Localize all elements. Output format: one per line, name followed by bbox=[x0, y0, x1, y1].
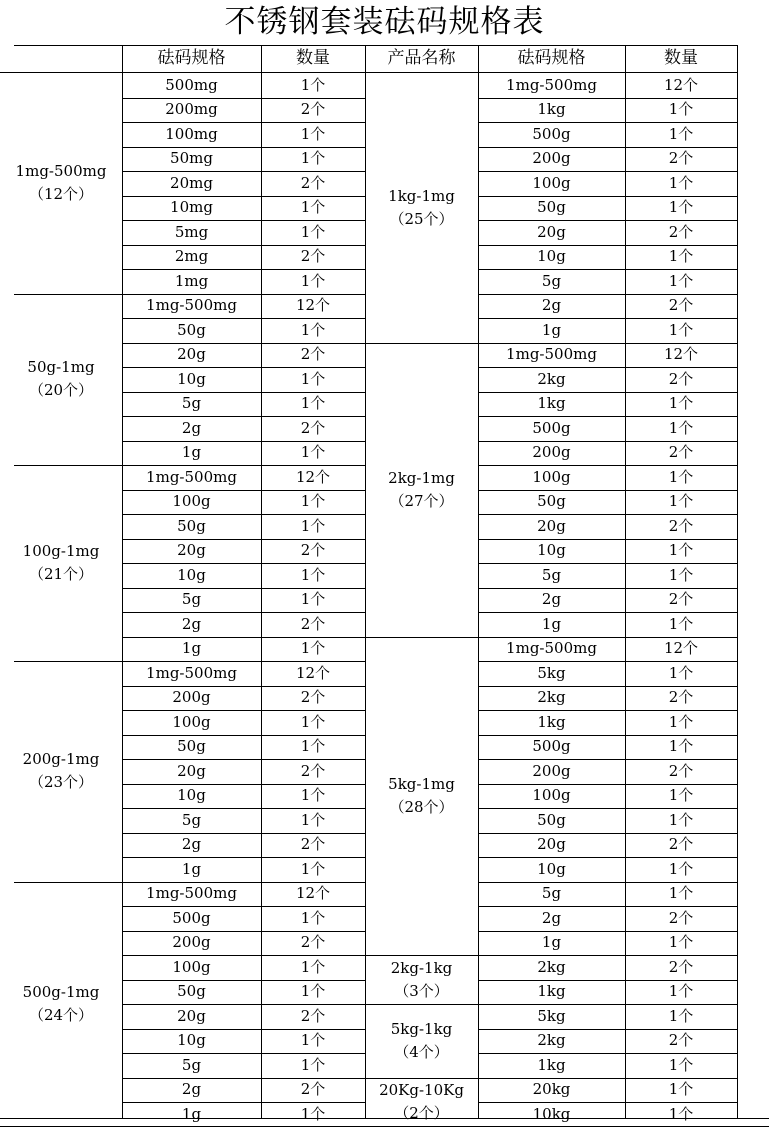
row-divider bbox=[122, 1053, 365, 1054]
right-spec-cell: 5kg bbox=[537, 1006, 566, 1025]
left-group-label-name: 100g-1mg bbox=[22, 542, 100, 560]
right-qty-cell: 1个 bbox=[668, 418, 694, 437]
right-qty-cell: 1个 bbox=[668, 394, 694, 413]
left-qty-cell: 2个 bbox=[300, 761, 326, 780]
left-spec-cell: 1g bbox=[181, 443, 202, 462]
right-qty-cell: 1个 bbox=[668, 271, 694, 290]
row-divider bbox=[122, 637, 365, 638]
right-spec-cell: 500g bbox=[532, 418, 571, 437]
row-divider bbox=[122, 759, 365, 760]
row-divider bbox=[478, 147, 737, 148]
left-spec-cell: 50g bbox=[177, 516, 206, 535]
right-spec-cell: 2g bbox=[541, 296, 562, 315]
right-spec-cell: 2kg bbox=[537, 1031, 566, 1050]
left-spec-cell: 1mg-500mg bbox=[146, 467, 237, 486]
row-divider bbox=[478, 1102, 737, 1103]
left-spec-cell: 50g bbox=[177, 737, 206, 756]
left-spec-cell: 1mg-500mg bbox=[146, 296, 237, 315]
left-spec-cell: 10mg bbox=[170, 198, 213, 217]
right-spec-cell: 10g bbox=[537, 541, 566, 560]
product-group-label-name: 5kg-1kg bbox=[390, 1019, 453, 1038]
row-divider bbox=[478, 637, 737, 638]
left-spec-cell: 5mg bbox=[174, 222, 209, 241]
left-spec-cell: 50g bbox=[177, 320, 206, 339]
right-spec-cell: 1g bbox=[541, 933, 562, 952]
left-qty-cell: 2个 bbox=[300, 835, 326, 854]
right-qty-cell: 2个 bbox=[668, 761, 694, 780]
table-right-border bbox=[737, 45, 738, 1118]
left-qty-cell: 1个 bbox=[300, 1055, 326, 1074]
left-group-label-count: （20个） bbox=[28, 381, 94, 400]
row-divider bbox=[478, 931, 737, 932]
right-spec-cell: 20kg bbox=[532, 1080, 571, 1099]
right-spec-cell: 20g bbox=[537, 516, 566, 535]
row-divider bbox=[122, 343, 365, 344]
left-qty-cell: 1个 bbox=[300, 908, 326, 927]
left-spec-cell: 5g bbox=[181, 810, 202, 829]
product-group-label-count: （2个） bbox=[394, 1104, 449, 1122]
row-divider bbox=[478, 686, 737, 687]
product-group-label-count: （27个） bbox=[389, 491, 454, 510]
left-spec-cell: 5g bbox=[181, 590, 202, 609]
right-spec-cell: 5g bbox=[541, 271, 562, 290]
row-divider bbox=[478, 980, 737, 981]
left-spec-cell: 10g bbox=[177, 369, 206, 388]
row-divider bbox=[122, 980, 365, 981]
right-spec-cell: 500g bbox=[532, 737, 571, 756]
right-spec-cell: 200g bbox=[532, 149, 571, 168]
left-spec-cell: 1g bbox=[181, 1104, 202, 1123]
row-divider bbox=[478, 318, 737, 319]
row-divider bbox=[478, 441, 737, 442]
product-group-label-count: （25个） bbox=[389, 209, 454, 228]
row-divider bbox=[122, 171, 365, 172]
left-qty-cell: 12个 bbox=[295, 884, 331, 903]
left-qty-cell: 2个 bbox=[300, 173, 326, 192]
product-group-label-name: 20Kg-10Kg bbox=[379, 1081, 464, 1099]
row-divider bbox=[478, 98, 737, 99]
right-qty-cell: 2个 bbox=[668, 296, 694, 315]
left-spec-cell: 200mg bbox=[165, 100, 218, 119]
row-divider bbox=[122, 122, 365, 123]
right-spec-cell: 5g bbox=[541, 884, 562, 903]
left-spec-cell: 5g bbox=[181, 1055, 202, 1074]
row-divider bbox=[122, 612, 365, 613]
right-qty-cell: 1个 bbox=[668, 810, 694, 829]
right-spec-cell: 1mg-500mg bbox=[506, 639, 597, 658]
row-divider bbox=[478, 563, 737, 564]
row-divider bbox=[478, 1029, 737, 1030]
right-qty-cell: 2个 bbox=[668, 369, 694, 388]
row-divider bbox=[478, 784, 737, 785]
left-spec-cell: 2g bbox=[181, 418, 202, 437]
row-divider bbox=[478, 588, 737, 589]
row-divider bbox=[122, 1004, 365, 1005]
right-qty-cell: 1个 bbox=[668, 737, 694, 756]
right-qty-cell: 2个 bbox=[668, 835, 694, 854]
left-qty-cell: 1个 bbox=[300, 810, 326, 829]
row-divider bbox=[478, 955, 737, 956]
row-divider bbox=[478, 1053, 737, 1054]
left-group-label-name: 500g-1mg bbox=[22, 983, 100, 1001]
row-divider bbox=[478, 465, 737, 466]
row-divider bbox=[478, 122, 737, 123]
right-qty-cell: 1个 bbox=[668, 124, 694, 143]
row-divider bbox=[478, 808, 737, 809]
product-group-label bbox=[365, 955, 478, 1004]
row-divider bbox=[122, 269, 365, 270]
row-divider bbox=[122, 1102, 365, 1103]
row-divider bbox=[122, 710, 365, 711]
left-spec-cell: 20g bbox=[177, 541, 206, 560]
left-qty-cell: 2个 bbox=[300, 1006, 326, 1025]
right-spec-cell: 20g bbox=[537, 222, 566, 241]
right-qty-cell: 1个 bbox=[668, 1055, 694, 1074]
left-qty-cell: 1个 bbox=[300, 320, 326, 339]
left-group-label-count: （24个） bbox=[28, 1006, 94, 1024]
row-divider bbox=[478, 196, 737, 197]
row-divider bbox=[478, 759, 737, 760]
left-spec-cell: 2g bbox=[181, 835, 202, 854]
left-spec-cell: 20mg bbox=[170, 173, 213, 192]
right-spec-cell: 2kg bbox=[537, 957, 566, 976]
left-group-label-count: （21个） bbox=[28, 565, 94, 583]
right-qty-cell: 12个 bbox=[663, 345, 699, 364]
left-group-label-count: （23个） bbox=[28, 773, 94, 792]
left-qty-cell: 1个 bbox=[300, 443, 326, 462]
row-divider bbox=[122, 392, 365, 393]
row-divider bbox=[478, 661, 737, 662]
left-spec-cell: 1g bbox=[181, 639, 202, 658]
header-product: 产品名称 bbox=[387, 48, 456, 68]
left-qty-cell: 1个 bbox=[300, 271, 326, 290]
left-spec-cell: 100g bbox=[172, 712, 211, 731]
left-group-label bbox=[0, 882, 122, 1127]
left-group-label bbox=[0, 294, 122, 466]
left-spec-cell: 10g bbox=[177, 786, 206, 805]
left-qty-cell: 1个 bbox=[300, 394, 326, 413]
left-qty-cell: 2个 bbox=[300, 345, 326, 364]
row-divider bbox=[122, 833, 365, 834]
right-qty-cell: 1个 bbox=[668, 467, 694, 486]
left-qty-cell: 1个 bbox=[300, 737, 326, 756]
row-divider bbox=[122, 490, 365, 491]
left-qty-cell: 1个 bbox=[300, 590, 326, 609]
left-qty-cell: 1个 bbox=[300, 639, 326, 658]
left-spec-cell: 500mg bbox=[165, 75, 218, 94]
left-spec-cell: 200g bbox=[172, 688, 211, 707]
left-spec-cell: 1mg bbox=[174, 271, 209, 290]
row-divider bbox=[478, 416, 737, 417]
left-qty-cell: 2个 bbox=[300, 1080, 326, 1099]
right-spec-cell: 100g bbox=[532, 467, 571, 486]
left-qty-cell: 1个 bbox=[300, 712, 326, 731]
right-qty-cell: 12个 bbox=[663, 75, 699, 94]
right-spec-cell: 1kg bbox=[537, 1055, 566, 1074]
product-group-label-name: 2kg-1mg bbox=[388, 468, 455, 487]
product-group-label bbox=[365, 1004, 478, 1078]
right-qty-cell: 1个 bbox=[668, 247, 694, 266]
right-spec-cell: 200g bbox=[532, 443, 571, 462]
right-spec-cell: 5g bbox=[541, 565, 562, 584]
row-divider bbox=[478, 514, 737, 515]
row-divider bbox=[122, 955, 365, 956]
right-spec-cell: 1kg bbox=[537, 982, 566, 1001]
product-group-label-count: （3个） bbox=[394, 981, 449, 1000]
row-divider bbox=[478, 539, 737, 540]
left-qty-cell: 1个 bbox=[300, 859, 326, 878]
product-group-label-count: （4个） bbox=[394, 1042, 449, 1061]
right-qty-cell: 1个 bbox=[668, 933, 694, 952]
right-spec-cell: 200g bbox=[532, 761, 571, 780]
right-spec-cell: 2kg bbox=[537, 688, 566, 707]
row-divider bbox=[122, 441, 365, 442]
left-spec-cell: 20g bbox=[177, 1006, 206, 1025]
right-spec-cell: 1kg bbox=[537, 712, 566, 731]
right-qty-cell: 1个 bbox=[668, 565, 694, 584]
row-divider bbox=[478, 343, 737, 344]
row-divider bbox=[478, 269, 737, 270]
left-qty-cell: 1个 bbox=[300, 957, 326, 976]
left-group-label-name: 50g-1mg bbox=[27, 358, 95, 377]
row-divider bbox=[122, 539, 365, 540]
row-divider bbox=[478, 245, 737, 246]
right-qty-cell: 1个 bbox=[668, 786, 694, 805]
row-divider bbox=[478, 490, 737, 491]
left-group-label bbox=[0, 465, 122, 661]
left-spec-cell: 50g bbox=[177, 982, 206, 1001]
product-group-label-count: （28个） bbox=[389, 797, 454, 816]
header-right-qty: 数量 bbox=[664, 48, 698, 68]
header-right-spec: 砝码规格 bbox=[517, 48, 586, 68]
left-qty-cell: 1个 bbox=[300, 982, 326, 1001]
right-qty-cell: 1个 bbox=[668, 614, 694, 633]
left-qty-cell: 12个 bbox=[295, 663, 331, 682]
left-spec-cell: 100g bbox=[172, 492, 211, 511]
right-qty-cell: 1个 bbox=[668, 198, 694, 217]
right-qty-cell: 12个 bbox=[663, 639, 699, 658]
right-spec-cell: 100g bbox=[532, 786, 571, 805]
left-spec-cell: 5g bbox=[181, 394, 202, 413]
row-divider bbox=[122, 98, 365, 99]
row-divider bbox=[122, 416, 365, 417]
left-qty-cell: 1个 bbox=[300, 222, 326, 241]
left-qty-cell: 2个 bbox=[300, 418, 326, 437]
right-spec-cell: 1g bbox=[541, 320, 562, 339]
row-divider bbox=[478, 857, 737, 858]
row-divider bbox=[478, 710, 737, 711]
row-divider bbox=[478, 906, 737, 907]
header-left-spec: 砝码规格 bbox=[157, 48, 226, 68]
product-group-label-name: 5kg-1mg bbox=[388, 774, 455, 793]
product-group-label bbox=[365, 73, 478, 343]
right-qty-cell: 1个 bbox=[668, 541, 694, 560]
right-spec-cell: 2g bbox=[541, 590, 562, 609]
right-qty-cell: 1个 bbox=[668, 884, 694, 903]
right-spec-cell: 2kg bbox=[537, 369, 566, 388]
left-qty-cell: 1个 bbox=[300, 198, 326, 217]
left-spec-cell: 2g bbox=[181, 614, 202, 633]
row-divider bbox=[122, 563, 365, 564]
row-divider bbox=[478, 171, 737, 172]
right-qty-cell: 2个 bbox=[668, 149, 694, 168]
row-divider bbox=[478, 612, 737, 613]
left-spec-cell: 20g bbox=[177, 345, 206, 364]
row-divider bbox=[478, 367, 737, 368]
left-spec-cell: 2g bbox=[181, 1080, 202, 1099]
left-spec-cell: 10g bbox=[177, 565, 206, 584]
right-spec-cell: 10g bbox=[537, 247, 566, 266]
product-group-label-name: 1kg-1mg bbox=[388, 186, 455, 205]
left-qty-cell: 1个 bbox=[300, 565, 326, 584]
right-spec-cell: 5kg bbox=[537, 663, 566, 682]
row-divider bbox=[122, 857, 365, 858]
left-qty-cell: 1个 bbox=[300, 75, 326, 94]
product-group-label-name: 2kg-1kg bbox=[390, 958, 453, 977]
right-qty-cell: 2个 bbox=[668, 590, 694, 609]
row-divider bbox=[122, 808, 365, 809]
right-spec-cell: 1g bbox=[541, 614, 562, 633]
left-spec-cell: 2mg bbox=[174, 247, 209, 266]
right-spec-cell: 500g bbox=[532, 124, 571, 143]
left-group-label-name: 200g-1mg bbox=[22, 750, 100, 769]
row-divider bbox=[122, 931, 365, 932]
row-divider bbox=[122, 514, 365, 515]
row-divider bbox=[122, 196, 365, 197]
row-divider bbox=[122, 686, 365, 687]
left-group-label bbox=[0, 661, 122, 882]
right-spec-cell: 2g bbox=[541, 908, 562, 927]
right-qty-cell: 2个 bbox=[668, 516, 694, 535]
row-divider bbox=[478, 392, 737, 393]
row-divider bbox=[122, 147, 365, 148]
right-spec-cell: 1kg bbox=[537, 394, 566, 413]
right-spec-cell: 50g bbox=[537, 810, 566, 829]
left-qty-cell: 2个 bbox=[300, 247, 326, 266]
left-qty-cell: 2个 bbox=[300, 688, 326, 707]
row-divider bbox=[122, 318, 365, 319]
left-qty-cell: 12个 bbox=[295, 296, 331, 315]
left-spec-cell: 1mg-500mg bbox=[146, 663, 237, 682]
right-qty-cell: 2个 bbox=[668, 957, 694, 976]
left-spec-cell: 1g bbox=[181, 859, 202, 878]
right-qty-cell: 2个 bbox=[668, 1031, 694, 1050]
left-qty-cell: 1个 bbox=[300, 1104, 326, 1123]
page-title: 不锈钢套装砝码规格表 bbox=[224, 4, 545, 40]
row-divider bbox=[122, 1029, 365, 1030]
left-qty-cell: 1个 bbox=[300, 786, 326, 805]
left-spec-cell: 1mg-500mg bbox=[146, 884, 237, 903]
right-qty-cell: 1个 bbox=[668, 173, 694, 192]
row-divider bbox=[122, 588, 365, 589]
row-divider bbox=[122, 367, 365, 368]
row-divider bbox=[478, 294, 737, 295]
left-qty-cell: 1个 bbox=[300, 1031, 326, 1050]
right-spec-cell: 20g bbox=[537, 835, 566, 854]
row-divider bbox=[478, 1078, 737, 1079]
right-spec-cell: 1mg-500mg bbox=[506, 345, 597, 364]
right-spec-cell: 10kg bbox=[532, 1104, 571, 1123]
row-divider bbox=[478, 1004, 737, 1005]
right-qty-cell: 2个 bbox=[668, 908, 694, 927]
left-spec-cell: 10g bbox=[177, 1031, 206, 1050]
right-qty-cell: 1个 bbox=[668, 1104, 694, 1123]
right-qty-cell: 2个 bbox=[668, 443, 694, 462]
left-spec-cell: 20g bbox=[177, 761, 206, 780]
row-divider bbox=[122, 784, 365, 785]
row-divider bbox=[122, 220, 365, 221]
right-qty-cell: 1个 bbox=[668, 1080, 694, 1099]
right-qty-cell: 1个 bbox=[668, 982, 694, 1001]
product-group-label bbox=[365, 637, 478, 956]
left-qty-cell: 2个 bbox=[300, 100, 326, 119]
right-qty-cell: 1个 bbox=[668, 859, 694, 878]
product-group-label bbox=[365, 343, 478, 637]
left-group-label bbox=[0, 73, 122, 294]
right-qty-cell: 1个 bbox=[668, 492, 694, 511]
row-divider bbox=[122, 906, 365, 907]
right-spec-cell: 50g bbox=[537, 198, 566, 217]
header-left-qty: 数量 bbox=[296, 48, 330, 68]
row-divider bbox=[122, 1078, 365, 1079]
product-group-label bbox=[365, 1078, 478, 1127]
right-spec-cell: 50g bbox=[537, 492, 566, 511]
left-group-label-name: 1mg-500mg bbox=[15, 162, 107, 181]
left-spec-cell: 100mg bbox=[165, 124, 218, 143]
left-spec-cell: 50mg bbox=[170, 149, 213, 168]
row-divider bbox=[478, 833, 737, 834]
right-qty-cell: 2个 bbox=[668, 688, 694, 707]
left-qty-cell: 2个 bbox=[300, 614, 326, 633]
left-spec-cell: 200g bbox=[172, 933, 211, 952]
right-spec-cell: 1mg-500mg bbox=[506, 75, 597, 94]
row-divider bbox=[478, 735, 737, 736]
row-divider bbox=[478, 220, 737, 221]
left-spec-cell: 100g bbox=[172, 957, 211, 976]
left-qty-cell: 1个 bbox=[300, 516, 326, 535]
right-qty-cell: 1个 bbox=[668, 663, 694, 682]
left-group-label-count: （12个） bbox=[28, 185, 94, 204]
right-qty-cell: 1个 bbox=[668, 712, 694, 731]
left-qty-cell: 12个 bbox=[295, 467, 331, 486]
right-spec-cell: 1kg bbox=[537, 100, 566, 119]
right-spec-cell: 100g bbox=[532, 173, 571, 192]
right-qty-cell: 2个 bbox=[668, 222, 694, 241]
left-qty-cell: 1个 bbox=[300, 492, 326, 511]
right-qty-cell: 1个 bbox=[668, 320, 694, 339]
left-qty-cell: 1个 bbox=[300, 369, 326, 388]
row-divider bbox=[122, 735, 365, 736]
left-spec-cell: 500g bbox=[172, 908, 211, 927]
right-spec-cell: 10g bbox=[537, 859, 566, 878]
row-divider bbox=[478, 882, 737, 883]
right-qty-cell: 1个 bbox=[668, 100, 694, 119]
left-qty-cell: 2个 bbox=[300, 933, 326, 952]
left-qty-cell: 1个 bbox=[300, 124, 326, 143]
left-qty-cell: 2个 bbox=[300, 541, 326, 560]
left-qty-cell: 1个 bbox=[300, 149, 326, 168]
row-divider bbox=[122, 245, 365, 246]
right-qty-cell: 1个 bbox=[668, 1006, 694, 1025]
